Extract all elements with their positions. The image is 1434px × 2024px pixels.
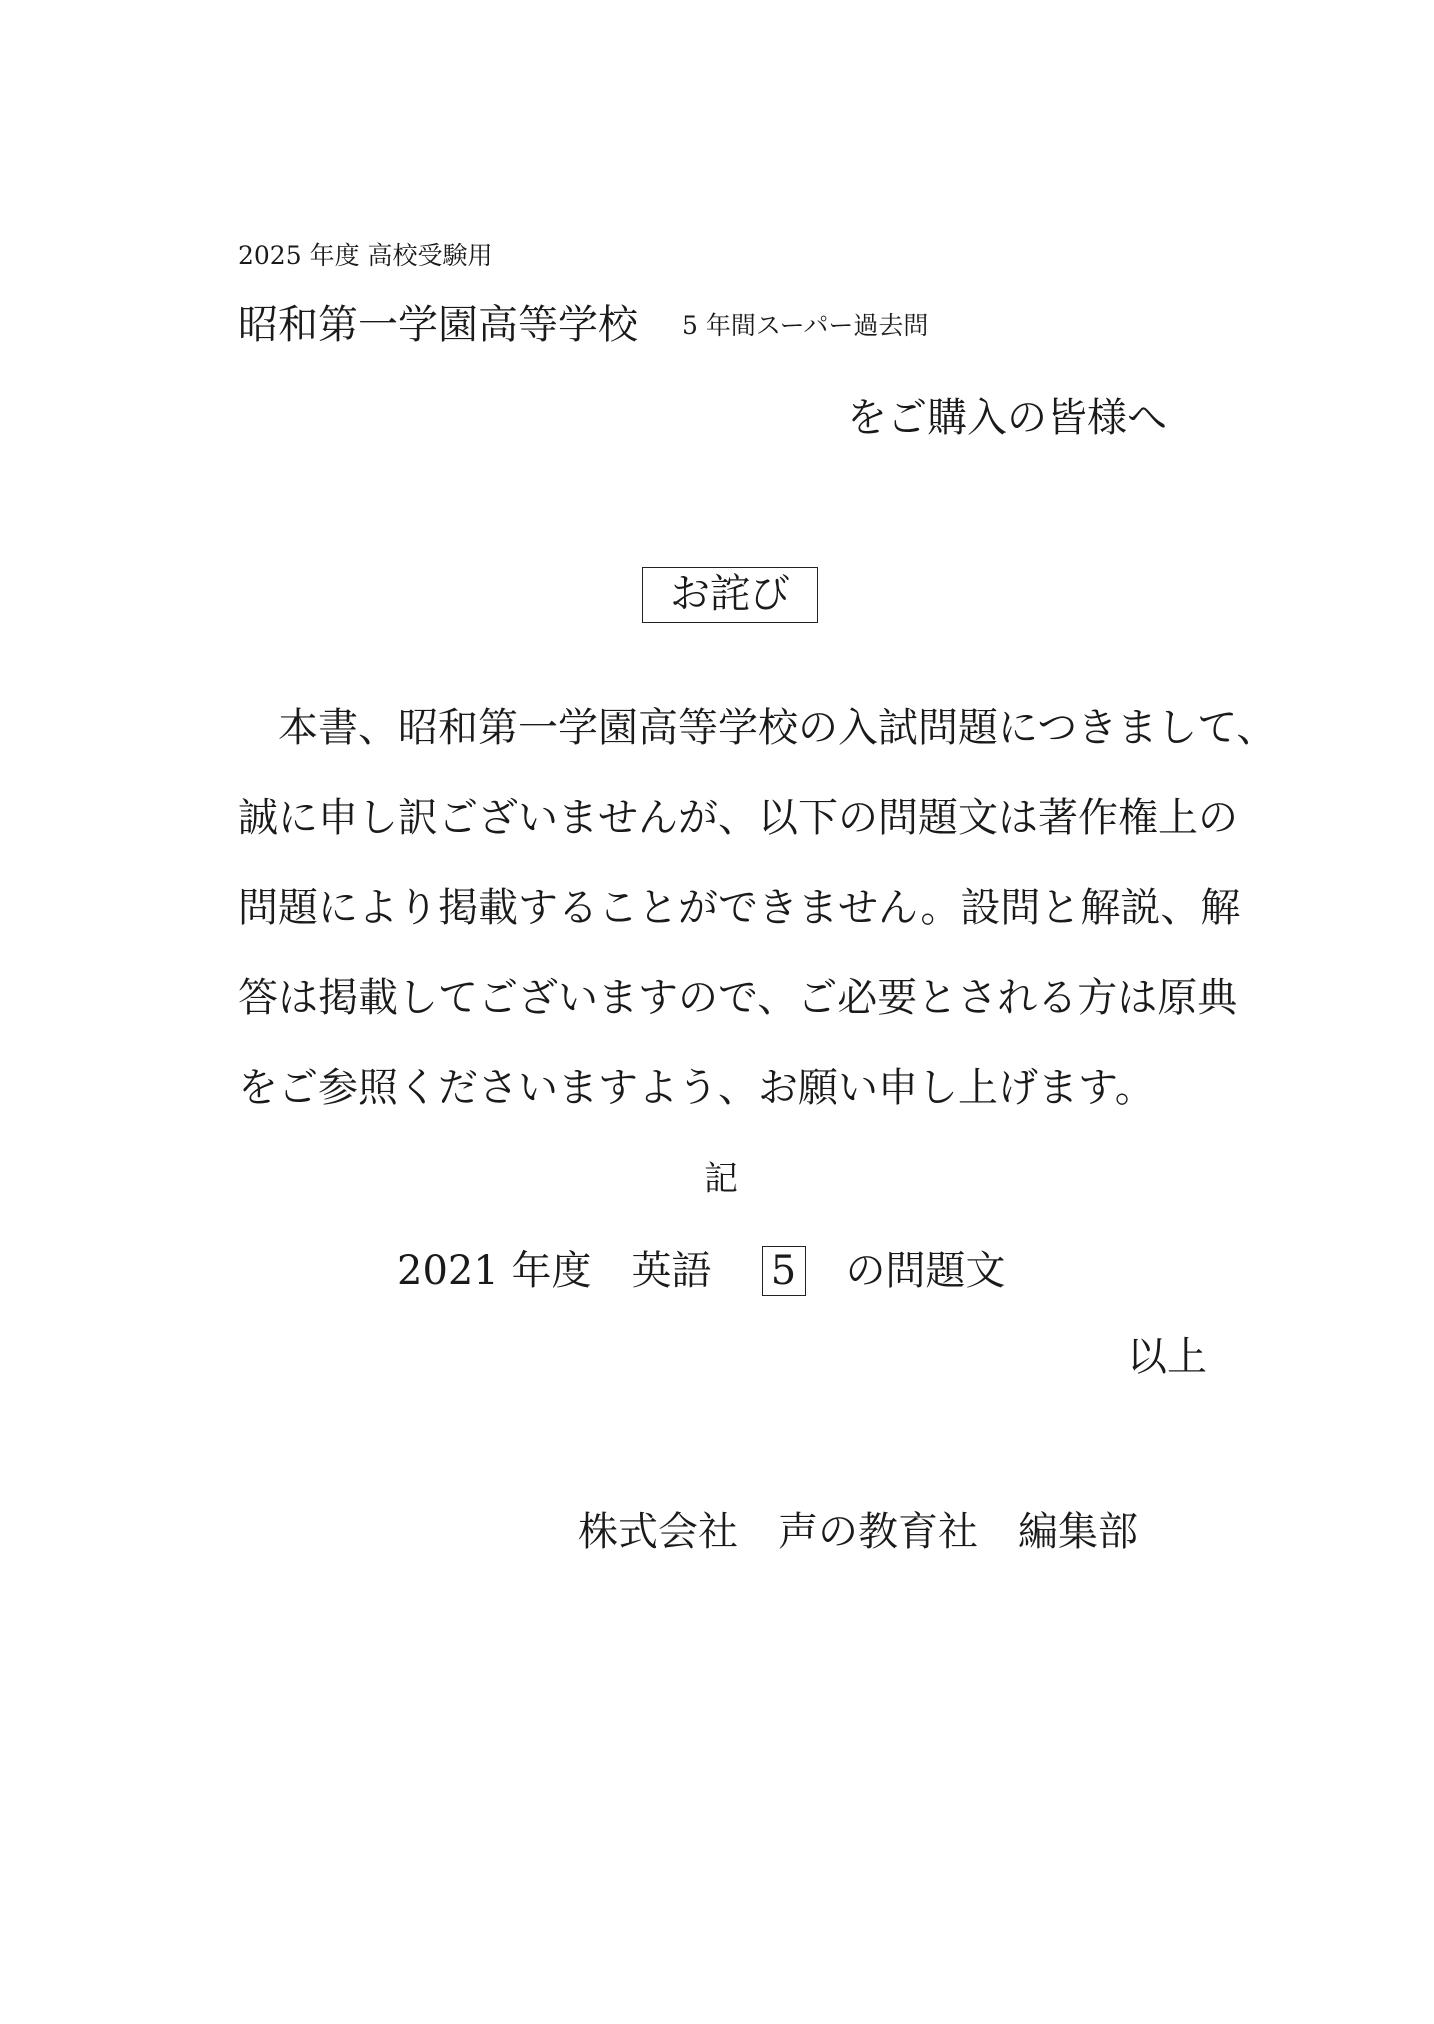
excluded-item-line (397, 1246, 1006, 1296)
body-line-4: 答は掲載してございますので、ご必要とされる方は原典 (238, 975, 1238, 1021)
ijou-closing: 以上 (1127, 1334, 1207, 1380)
addressee-line: をご購入の皆様へ (847, 395, 1167, 441)
body-line-1: 本書、昭和第一学園高等学校の入試問題につきまして、 (238, 705, 1277, 751)
apology-title-box: お詫び (642, 567, 818, 623)
ki-heading: 記 (704, 1159, 738, 1199)
school-name: 昭和第一学園高等学校 (238, 302, 638, 348)
item-suffix: の問題文 (845, 1248, 1006, 1294)
series-name: 5 年間スーパー過去問 (682, 311, 929, 340)
question-number-box: 5 (762, 1246, 806, 1296)
body-line-3: 問題により掲載することができません。設問と解説、解 (238, 885, 1241, 931)
body-line-5: をご参照くださいますよう、お願い申し上げます。 (238, 1065, 1155, 1111)
publisher-line: 株式会社 声の教育社 編集部 (578, 1509, 1138, 1555)
year-line: 2025 年度 高校受験用 (238, 241, 493, 270)
item-prefix: 2021 年度 英語 (397, 1248, 712, 1294)
body-line-2: 誠に申し訳ございませんが、以下の問題文は著作権上の (238, 795, 1238, 841)
school-title-line (238, 302, 929, 348)
